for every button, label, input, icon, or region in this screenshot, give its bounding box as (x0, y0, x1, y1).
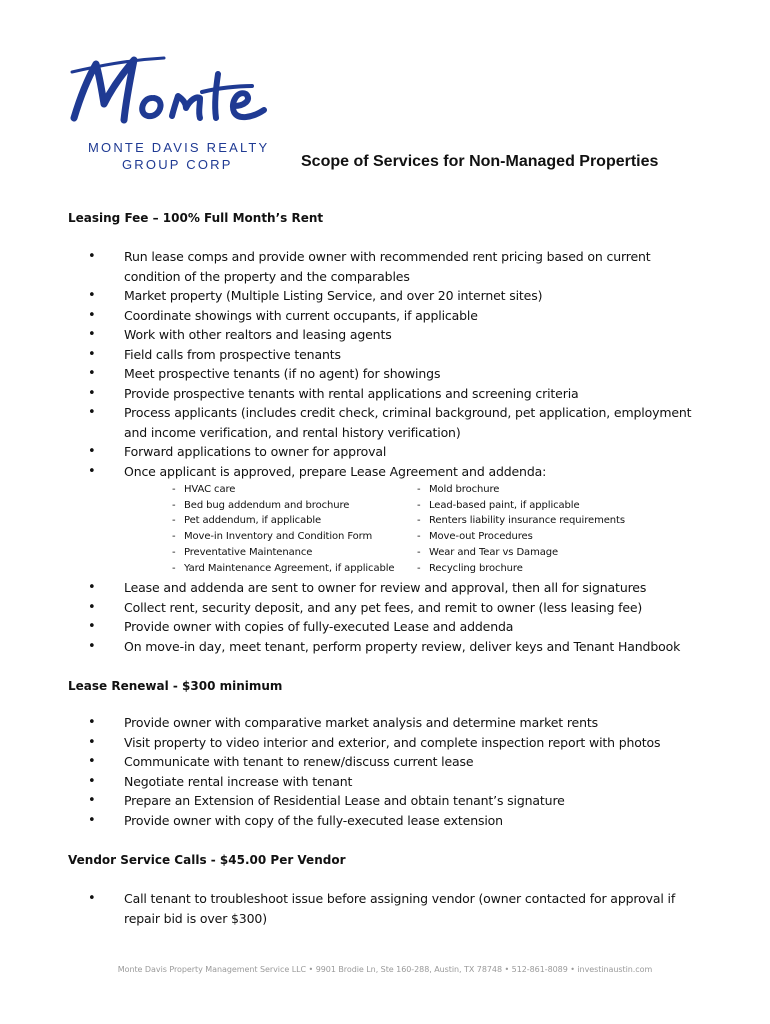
addenda-item: - Renters liability insurance requirements (417, 515, 625, 527)
addenda-item: - Recycling brochure (417, 562, 523, 574)
list-item: • Process applicants (includes credit check, criminal background, pet application, employment and income verification, and rental history verification) (88, 403, 708, 442)
leasing-fee-heading: Leasing Fee – 100% Full Month’s Rent (68, 211, 324, 225)
list-item: • Lease and addenda are sent to owner for review and approval, then all for signatures (88, 578, 708, 598)
list-item: • Prepare an Extension of Residential Lease and obtain tenant’s signature (88, 791, 708, 811)
renewal-bullets-list (88, 713, 708, 830)
list-item: • Negotiate rental increase with tenant (88, 772, 708, 792)
leasing-bullets-list-continued (88, 578, 708, 656)
addenda-item: - Pet addendum, if applicable (172, 515, 322, 527)
vendor-service-heading: Vendor Service Calls - $45.00 Per Vendor (68, 853, 346, 867)
list-item: • Provide owner with comparative market analysis and determine market rents (88, 713, 708, 733)
list-item: • Call tenant to troubleshoot issue before assigning vendor (owner contacted for approval if repair bid is over $300) (88, 889, 708, 928)
addenda-item: - Lead-based paint, if applicable (417, 499, 580, 511)
list-item: • Coordinate showings with current occupants, if applicable (88, 306, 708, 326)
logo-company-line2: GROUP CORP (122, 157, 233, 172)
addenda-item: - Wear and Tear vs Damage (417, 546, 559, 558)
list-item: • Provide owner with copy of the fully-executed lease extension (88, 811, 708, 831)
list-item: • Work with other realtors and leasing agents (88, 325, 708, 345)
list-item: • Market property (Multiple Listing Service, and over 20 internet sites) (88, 286, 708, 306)
list-item: • Visit property to video interior and exterior, and complete inspection report with photos (88, 733, 708, 753)
list-item: • Provide owner with copies of fully-executed Lease and addenda (88, 617, 708, 637)
logo-company-line1: MONTE DAVIS REALTY (88, 140, 270, 155)
addenda-left-column (172, 482, 394, 576)
list-item: • Collect rent, security deposit, and any pet fees, and remit to owner (less leasing fee) (88, 598, 708, 618)
list-item: • Forward applications to owner for approval (88, 442, 708, 462)
list-item: • Run lease comps and provide owner with recommended rent pricing based on current condition of the property and the comparables (88, 247, 708, 286)
list-item: • Field calls from prospective tenants (88, 345, 708, 365)
addenda-item: - Mold brochure (417, 484, 500, 495)
company-logo (68, 48, 288, 178)
list-item: • On move-in day, meet tenant, perform property review, deliver keys and Tenant Handbook (88, 637, 708, 657)
list-item: • Provide prospective tenants with rental applications and screening criteria (88, 384, 708, 404)
addenda-item: - Move-in Inventory and Condition Form (172, 531, 373, 543)
addenda-item: - Bed bug addendum and brochure (172, 499, 350, 511)
list-item: • Once applicant is approved, prepare Lease Agreement and addenda: (88, 462, 708, 482)
addenda-item: - Yard Maintenance Agreement, if applicable (172, 562, 395, 574)
addenda-item: - HVAC care (172, 484, 236, 495)
vendor-bullets-list (88, 889, 708, 928)
list-item: • Communicate with tenant to renew/discuss current lease (88, 752, 708, 772)
list-item: • Meet prospective tenants (if no agent) for showings (88, 364, 708, 384)
monte-script-logo (68, 48, 288, 138)
addenda-item: - Move-out Procedures (417, 531, 533, 543)
lease-renewal-heading: Lease Renewal - $300 minimum (68, 679, 283, 693)
addenda-item: - Preventative Maintenance (172, 546, 313, 558)
document-title: Scope of Services for Non-Managed Properties (301, 153, 659, 170)
page-footer: Monte Davis Property Management Service LLC • 9901 Brodie Ln, Ste 160-288, Austin, TX 78748 • 512-861-8089 • investinaustin.com (117, 965, 653, 974)
addenda-right-column (417, 482, 625, 576)
leasing-bullets-list (88, 247, 708, 481)
